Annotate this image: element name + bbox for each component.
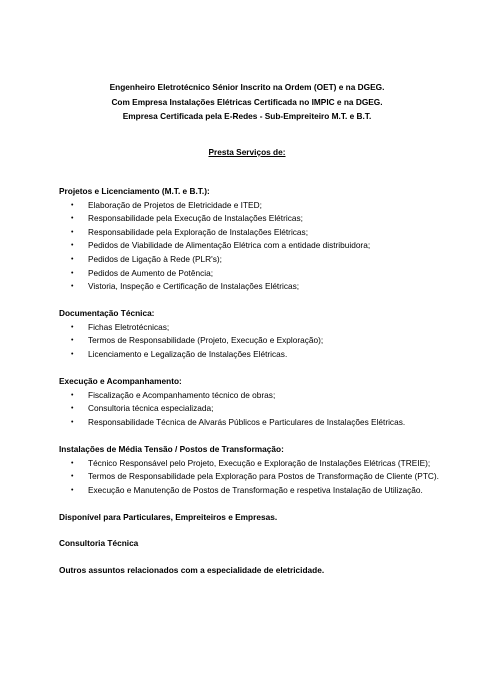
bullet-icon: • — [71, 459, 74, 467]
section-documentacao-tecnica — [59, 307, 479, 361]
list-item — [59, 226, 479, 240]
bullet-icon: • — [71, 255, 74, 263]
list-item-text: Vistoria, Inspeção e Certificação de Instalações Elétricas; — [88, 281, 300, 292]
bullet-icon: • — [71, 391, 74, 399]
bullet-icon: • — [71, 215, 74, 223]
bullet-icon: • — [71, 269, 74, 277]
list-item-text: Responsabilidade pela Execução de Instalações Elétricas; — [88, 213, 303, 224]
bullet-icon: • — [71, 351, 74, 359]
list-item-text: Fichas Eletrotécnicas; — [88, 321, 170, 332]
list-item — [59, 199, 479, 213]
list-item — [59, 212, 479, 226]
other-matters-statement: Outros assuntos relacionados com a especialidade de eletricidade. — [59, 565, 325, 576]
bullet-icon: • — [71, 418, 74, 426]
list-item-text: Execução e Manutenção de Postos de Transformação e respetiva Instalação de Utilização. — [88, 484, 423, 495]
list-item — [59, 457, 479, 471]
list-item-text: Termos de Responsabilidade pela Exploração para Postos de Transformação de Cliente (PTC). — [88, 471, 439, 482]
list-item-text: Licenciamento e Legalização de Instalações Elétricas. — [88, 349, 288, 360]
list-item — [59, 484, 479, 498]
header-line-2: Com Empresa Instalações Elétricas Certificada no IMPIC e na DGEG. — [111, 96, 383, 107]
section-projetos-licenciamento — [59, 185, 479, 294]
list-item — [59, 321, 479, 335]
list-item — [59, 267, 479, 281]
list-item-text: Pedidos de Aumento de Potência; — [88, 267, 214, 278]
section-title: Instalações de Média Tensão / Postos de Transformação: — [59, 444, 284, 454]
bullet-icon: • — [71, 242, 74, 250]
section-execucao-acompanhamento — [59, 375, 479, 429]
list-item — [59, 334, 479, 348]
section-title: Documentação Técnica: — [59, 308, 155, 319]
section-title: Execução e Acompanhamento: — [59, 376, 182, 387]
list-item — [59, 389, 479, 403]
consultancy-statement: Consultoria Técnica — [59, 538, 139, 549]
list-item-text: Consultoria técnica especializada; — [88, 403, 214, 414]
list-item-text: Termos de Responsabilidade (Projeto, Execução e Exploração); — [88, 335, 324, 346]
bullet-list — [59, 457, 479, 498]
bullet-icon: • — [71, 486, 74, 494]
document-body — [59, 185, 479, 578]
document-header — [0, 80, 494, 124]
section-media-tensao-postos — [59, 443, 479, 497]
bullet-list — [59, 389, 479, 430]
list-item — [59, 348, 479, 362]
list-item — [59, 416, 479, 430]
list-item-text: Pedidos de Viabilidade de Alimentação Elétrica com a entidade distribuidora; — [88, 240, 371, 251]
list-item-text: Responsabilidade Técnica de Alvarás Públicos e Particulares de Instalações Elétricas. — [88, 416, 406, 427]
list-item-text: Responsabilidade pela Exploração de Instalações Elétricas; — [88, 226, 309, 237]
services-heading: Presta Serviços de: — [208, 147, 286, 157]
bullet-list — [59, 321, 479, 362]
availability-statement: Disponível para Particulares, Empreiteiros e Empresas. — [59, 511, 278, 522]
list-item-text: Técnico Responsável pelo Projeto, Execução e Exploração de Instalações Elétricas (TREIE); — [88, 457, 431, 468]
bullet-icon: • — [71, 283, 74, 291]
bullet-icon: • — [71, 405, 74, 413]
list-item — [59, 239, 479, 253]
header-line-1: Engenheiro Eletrotécnico Sénior Inscrito na Ordem (OET) e na DGEG. — [109, 82, 385, 92]
list-item-text: Fiscalização e Acompanhamento técnico de obras; — [88, 389, 276, 400]
section-title: Projetos e Licenciamento (M.T. e B.T.): — [59, 186, 210, 196]
list-item — [59, 470, 479, 484]
bullet-icon: • — [71, 323, 74, 331]
list-item — [59, 280, 479, 294]
list-item-text: Pedidos de Ligação à Rede (PLR's); — [88, 253, 222, 264]
header-line-3: Empresa Certificada pela E-Redes - Sub-Empreiteiro M.T. e B.T. — [122, 111, 372, 121]
list-item — [59, 402, 479, 416]
bullet-list — [59, 199, 479, 294]
bullet-icon: • — [71, 228, 74, 236]
bullet-icon: • — [71, 201, 74, 209]
list-item — [59, 253, 479, 267]
list-item-text: Elaboração de Projetos de Eletricidade e ITED; — [88, 199, 262, 210]
bullet-icon: • — [71, 337, 74, 345]
bullet-icon: • — [71, 473, 74, 481]
